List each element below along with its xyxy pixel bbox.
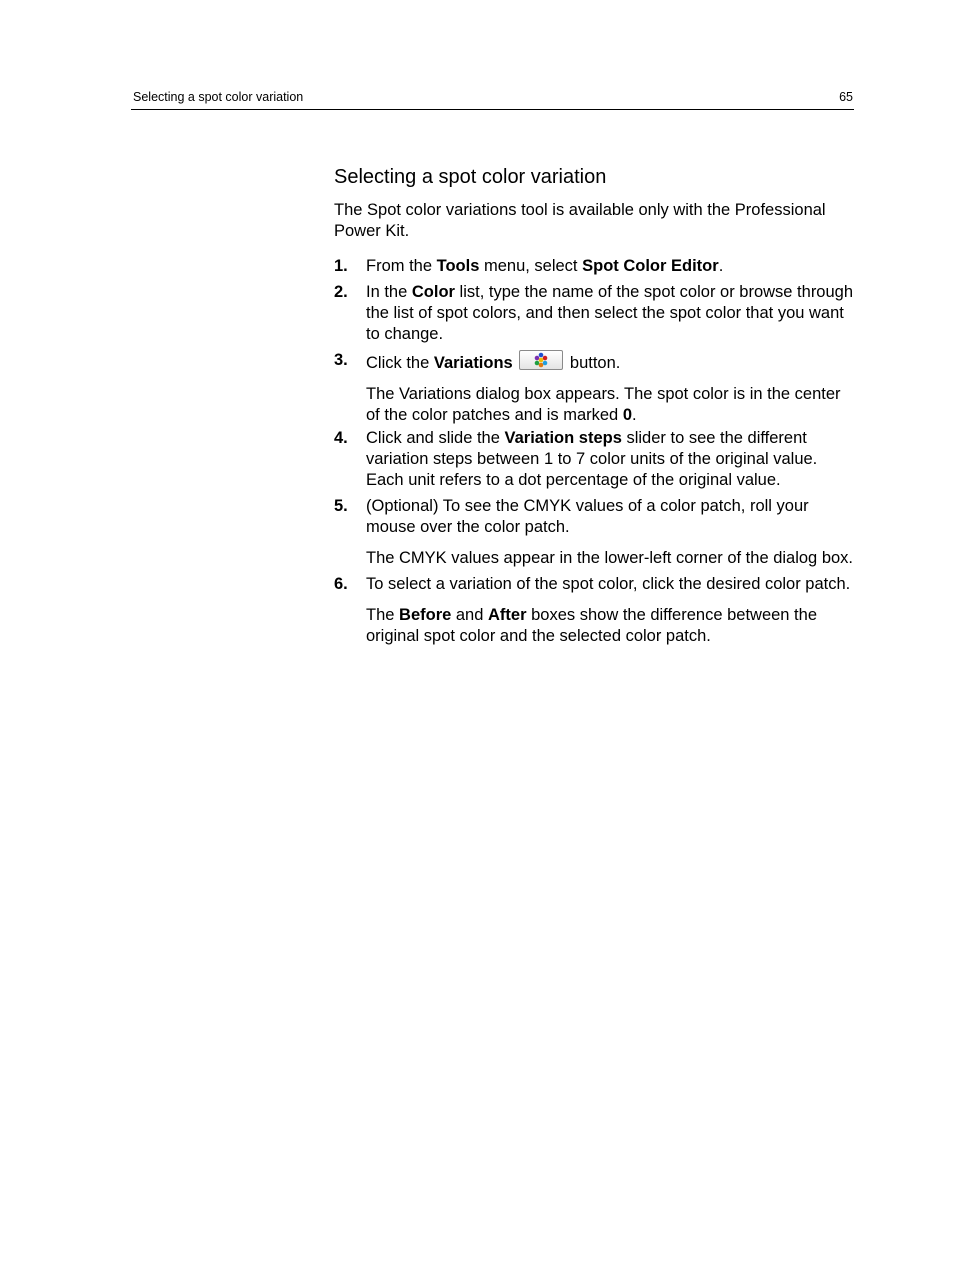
step-text-part: menu, select bbox=[479, 257, 583, 275]
step-note-part: The Variations dialog box appears. The spot color is in the center of the color patches and is marked bbox=[366, 385, 841, 424]
ui-term-spot-color-editor: Spot Color Editor bbox=[582, 257, 719, 275]
ui-term-color: Color bbox=[411, 283, 455, 301]
step-5 bbox=[334, 496, 854, 569]
step-text-part: slider to see the different variation steps between 1 to 7 color units of the original value. Each unit refers to a dot percentage of the original value. bbox=[366, 429, 818, 489]
page-number: 65 bbox=[839, 90, 853, 104]
running-header bbox=[133, 89, 853, 105]
step-note bbox=[366, 384, 854, 426]
step-6 bbox=[334, 574, 854, 647]
step-text-part: . bbox=[718, 257, 724, 275]
step-note bbox=[366, 605, 854, 647]
step-number: 2. bbox=[334, 283, 348, 301]
steps-list bbox=[334, 256, 854, 647]
step-text bbox=[366, 257, 723, 275]
icon-dot bbox=[535, 361, 540, 366]
main-content bbox=[334, 163, 854, 652]
variations-icon bbox=[519, 350, 563, 370]
section-title: Selecting a spot color variation bbox=[334, 166, 607, 188]
step-4 bbox=[334, 428, 854, 491]
icon-dot bbox=[539, 353, 544, 358]
intro-paragraph: The Spot color variations tool is available only with the Professional Power Kit. bbox=[334, 201, 826, 240]
ui-term-before: Before bbox=[399, 606, 452, 624]
variations-icon-graphic bbox=[533, 352, 549, 368]
step-number: 4. bbox=[334, 429, 348, 447]
header-rule bbox=[131, 109, 854, 110]
icon-dot bbox=[539, 358, 544, 363]
step-text-part: list, type the name of the spot color or browse through the list of spot colors, and then select the spot color that you want to change. bbox=[366, 283, 854, 343]
step-text-part: Click the bbox=[366, 354, 434, 372]
step-text-part: From the bbox=[366, 257, 437, 275]
step-1 bbox=[334, 256, 854, 277]
step-text bbox=[366, 283, 853, 343]
step-note-part: and bbox=[451, 606, 488, 624]
ui-term-variations: Variations bbox=[433, 354, 513, 372]
ui-term-zero: 0 bbox=[622, 406, 632, 424]
step-number: 1. bbox=[334, 257, 348, 275]
ui-term-after: After bbox=[488, 606, 527, 624]
step-text-part: In the bbox=[366, 283, 412, 301]
step-note-part: boxes show the difference between the original spot color and the selected color patch. bbox=[366, 606, 817, 645]
ui-term-variation-steps: Variation steps bbox=[504, 429, 622, 447]
step-number: 6. bbox=[334, 575, 348, 593]
step-text-part: Click and slide the bbox=[366, 429, 505, 447]
step-text-part: button. bbox=[565, 354, 621, 372]
step-text bbox=[366, 354, 620, 372]
step-text bbox=[366, 429, 817, 489]
icon-dot bbox=[539, 363, 544, 368]
ui-term-tools: Tools bbox=[436, 257, 480, 275]
step-number: 5. bbox=[334, 497, 348, 515]
step-note-part: . bbox=[632, 406, 637, 424]
step-text: To select a variation of the spot color, click the desired color patch. bbox=[366, 575, 851, 593]
step-2 bbox=[334, 282, 854, 345]
step-note: The CMYK values appear in the lower-left corner of the dialog box. bbox=[366, 549, 854, 567]
step-number: 3. bbox=[334, 351, 348, 369]
step-3 bbox=[334, 350, 854, 426]
icon-dot bbox=[535, 356, 540, 361]
icon-dot bbox=[543, 361, 548, 366]
header-title: Selecting a spot color variation bbox=[133, 90, 304, 104]
icon-dot bbox=[543, 356, 548, 361]
step-text: (Optional) To see the CMYK values of a color patch, roll your mouse over the color patch. bbox=[366, 497, 809, 536]
step-note-part: The bbox=[366, 606, 400, 624]
